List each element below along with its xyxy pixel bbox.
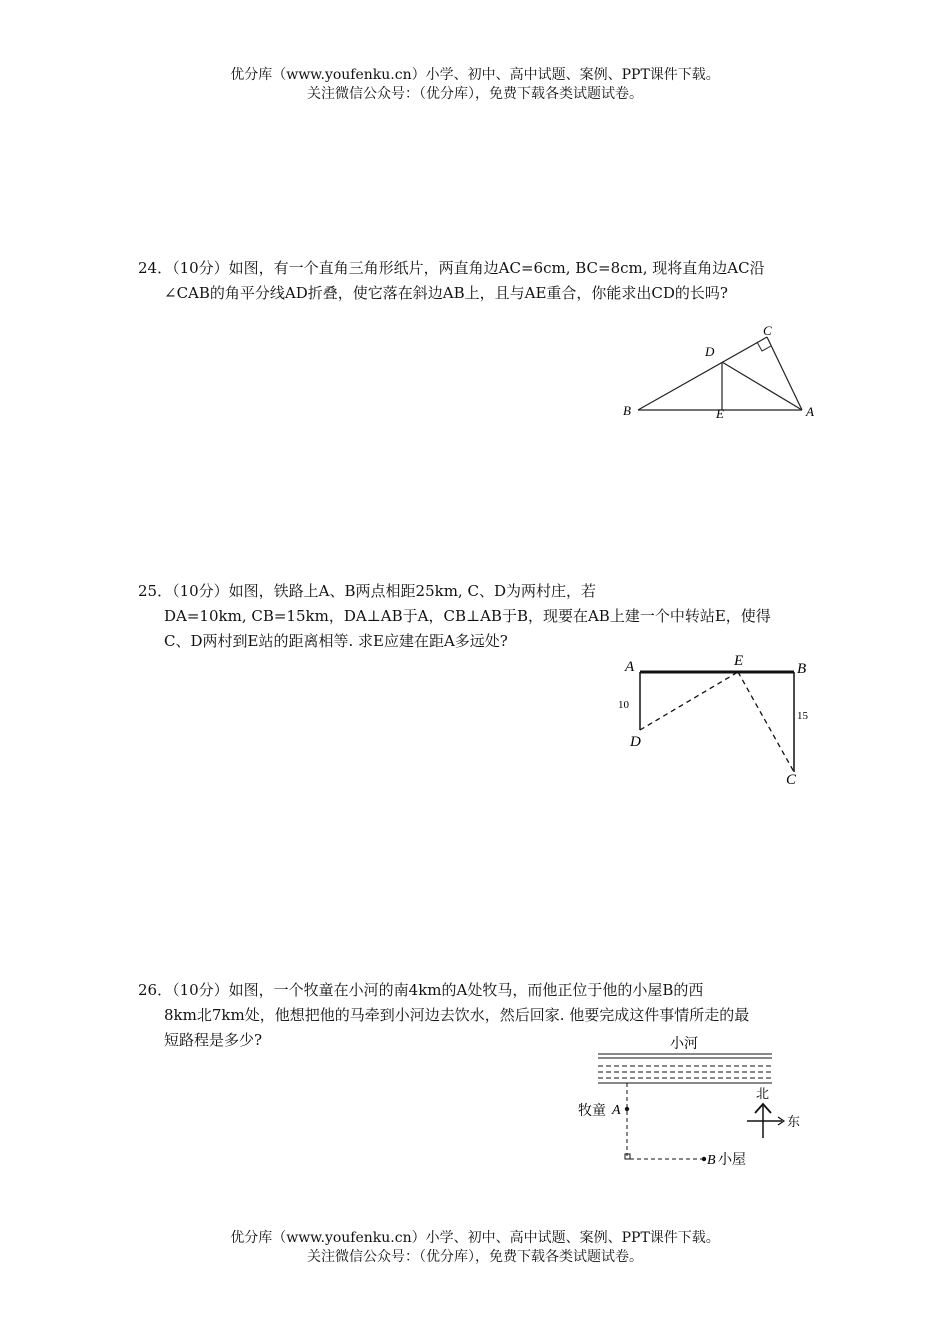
q25-length-da: 10 <box>618 699 629 711</box>
q25-length-cb: 15 <box>797 710 808 722</box>
q25-label-a: A <box>625 659 635 675</box>
q26-text-line-3: 短路程是多少? <box>164 1031 263 1049</box>
q26-herdsman-label: 牧童 <box>578 1104 606 1119</box>
q26-house-label: 小屋 <box>718 1153 746 1168</box>
q25-label-c: C <box>786 772 797 788</box>
q26-text-line-2: 8km北7km处，他想把他的马牵到小河边去饮水，然后回家. 他要完成这件事情所走的最 <box>164 1006 750 1024</box>
q25-text-line-1: 25．（10分）如图，铁路上A、B两点相距25km, C、D为两村庄，若 <box>138 582 596 600</box>
q24-label-d: D <box>705 344 715 359</box>
q24-label-c: C <box>763 323 772 338</box>
q25-text-line-2: DA=10km, CB=15km，DA⊥AB于A，CB⊥AB于B，现要在AB上建一个中转站E，使得 <box>164 607 771 625</box>
q26-figure-river-map <box>570 1028 810 1173</box>
q26-point-b: B <box>707 1153 716 1168</box>
question-24 <box>138 256 818 306</box>
page-header <box>0 66 950 104</box>
q26-text-line-1: 26．（10分）如图，一个牧童在小河的南4km的A处牧马，而他正位于他的小屋B的西 <box>138 981 704 999</box>
q26-east-label: 东 <box>787 1114 801 1129</box>
q25-label-e: E <box>734 653 744 669</box>
q24-label-e: E <box>716 406 724 421</box>
footer-line-2: 关注微信公众号：（优分库），免费下载各类试题试卷。 <box>307 1249 643 1265</box>
q25-label-d: D <box>630 734 641 750</box>
header-line-1: 优分库（www.youfenku.cn）小学、初中、高中试题、案例、PPT课件下载。 <box>230 67 720 83</box>
q25-label-b: B <box>797 661 807 677</box>
q26-point-a: A <box>612 1103 621 1118</box>
footer-line-1: 优分库（www.youfenku.cn）小学、初中、高中试题、案例、PPT课件下载。 <box>230 1230 720 1246</box>
q24-figure-triangle <box>600 320 830 430</box>
q24-text-line-2: ∠CAB的角平分线AD折叠，使它落在斜边AB上，且与AE重合，你能求出CD的长吗? <box>164 284 728 302</box>
header-line-2: 关注微信公众号：（优分库），免费下载各类试题试卷。 <box>307 86 643 102</box>
question-25 <box>138 579 818 654</box>
q25-text-line-3: C、D两村到E站的距离相等. 求E应建在距A多远处? <box>164 632 508 650</box>
q26-river-label: 小河 <box>670 1037 698 1052</box>
q25-figure-railway <box>610 650 820 790</box>
q26-north-label: 北 <box>756 1086 770 1101</box>
q24-label-a: A <box>806 404 814 419</box>
page-footer <box>0 1229 950 1267</box>
q24-label-b: B <box>623 403 631 418</box>
q24-text-line-1: 24．（10分）如图，有一个直角三角形纸片，两直角边AC=6cm, BC=8cm, 现将直角边AC沿 <box>138 259 765 277</box>
